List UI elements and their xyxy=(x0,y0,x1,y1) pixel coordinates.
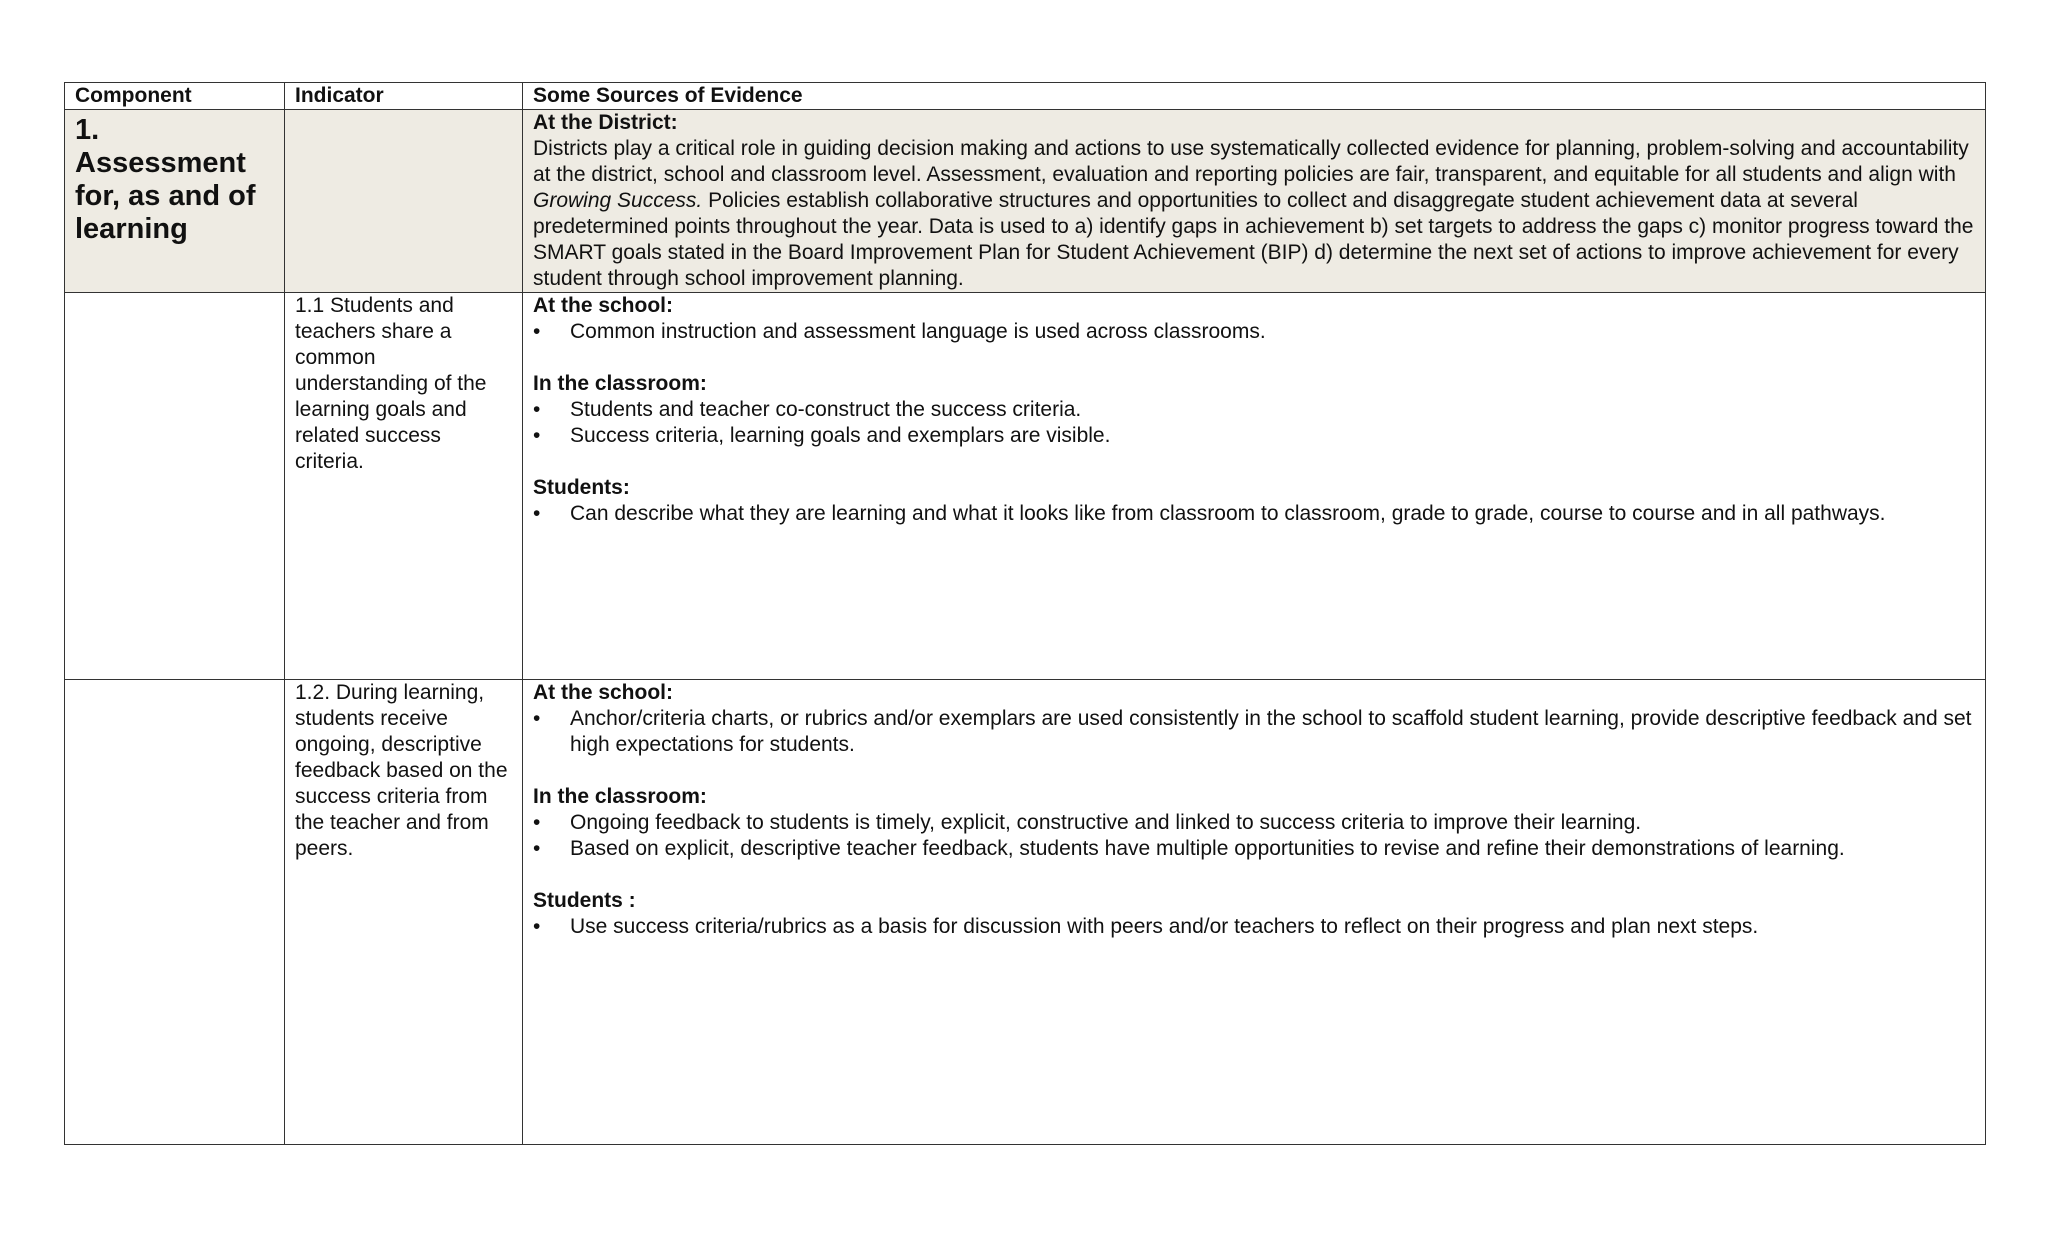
list-item: • Anchor/criteria charts, or rubrics and/or exemplars are used consistently in the school to scaffold student learning, provide descriptive feedback and set high expectations for students. xyxy=(533,706,1975,758)
component-line: for, as and of xyxy=(75,180,256,212)
school-list xyxy=(533,706,1975,758)
spacer xyxy=(533,345,1975,371)
students-list xyxy=(533,501,1975,527)
students-heading: Students : xyxy=(533,889,636,912)
students-list xyxy=(533,914,1975,940)
list-item: • Based on explicit, descriptive teacher feedback, students have multiple opportunities to revise and refine their demonstrations of learning. xyxy=(533,836,1975,862)
district-evidence-cell xyxy=(523,110,1986,293)
district-paragraph xyxy=(533,136,1975,292)
district-italic-title: Growing Success. xyxy=(533,189,703,212)
indicator-row xyxy=(65,293,1986,680)
component-title xyxy=(75,114,274,246)
classroom-heading: In the classroom: xyxy=(533,372,707,395)
header-evidence: Some Sources of Evidence xyxy=(523,83,1986,110)
district-heading: At the District: xyxy=(533,111,678,134)
component-cell-empty xyxy=(65,293,285,680)
students-heading: Students: xyxy=(533,476,630,499)
header-row xyxy=(65,83,1986,110)
district-row xyxy=(65,110,1986,293)
indicator-row xyxy=(65,680,1986,1145)
evidence-cell xyxy=(523,680,1986,1145)
district-text: Districts play a critical role in guiding decision making and actions to use systematically collected evidence for planning, problem-solving and accountability at the district, school and classroom level. Assessment, evaluation and reporting policies are fair, transparent, and equitable for all students and align with xyxy=(533,137,1969,186)
list-item: • Students and teacher co-construct the success criteria. xyxy=(533,397,1975,423)
district-text: Policies establish collaborative structures and opportunities to collect and disaggregate student achievement data at several predetermined points throughout the year. Data is used to a) identify gaps in achievement b) set targets to address the gaps c) monitor progress toward the SMART goals stated in the Board Improvement Plan for Student Achievement (BIP) d) determine the next set of actions to improve achievement for every student through school improvement planning. xyxy=(533,189,1974,290)
school-heading: At the school: xyxy=(533,681,673,704)
evidence-table xyxy=(64,82,1986,1145)
component-cell xyxy=(65,110,285,293)
classroom-list xyxy=(533,810,1975,862)
list-item: • Ongoing feedback to students is timely, explicit, constructive and linked to success criteria to improve their learning. xyxy=(533,810,1975,836)
component-cell-empty xyxy=(65,680,285,1145)
classroom-heading: In the classroom: xyxy=(533,785,707,808)
component-line: Assessment xyxy=(75,147,246,179)
spacer xyxy=(533,758,1975,784)
list-item: • Success criteria, learning goals and exemplars are visible. xyxy=(533,423,1975,449)
component-number: 1. xyxy=(75,114,100,146)
evidence-cell xyxy=(523,293,1986,680)
spacer xyxy=(533,449,1975,475)
list-item: • Common instruction and assessment language is used across classrooms. xyxy=(533,319,1975,345)
list-item: • Can describe what they are learning and what it looks like from classroom to classroom, grade to grade, course to course and in all pathways. xyxy=(533,501,1975,527)
list-item: • Use success criteria/rubrics as a basis for discussion with peers and/or teachers to reflect on their progress and plan next steps. xyxy=(533,914,1975,940)
header-component: Component xyxy=(65,83,285,110)
spacer xyxy=(533,862,1975,888)
school-list xyxy=(533,319,1975,345)
school-heading: At the school: xyxy=(533,294,673,317)
indicator-cell: 1.1 Students and teachers share a common understanding of the learning goals and related success criteria. xyxy=(285,293,523,680)
indicator-cell: 1.2. During learning, students receive ongoing, descriptive feedback based on the success criteria from the teacher and from peers. xyxy=(285,680,523,1145)
classroom-list xyxy=(533,397,1975,449)
component-line: learning xyxy=(75,213,188,245)
header-indicator: Indicator xyxy=(285,83,523,110)
indicator-cell-empty xyxy=(285,110,523,293)
